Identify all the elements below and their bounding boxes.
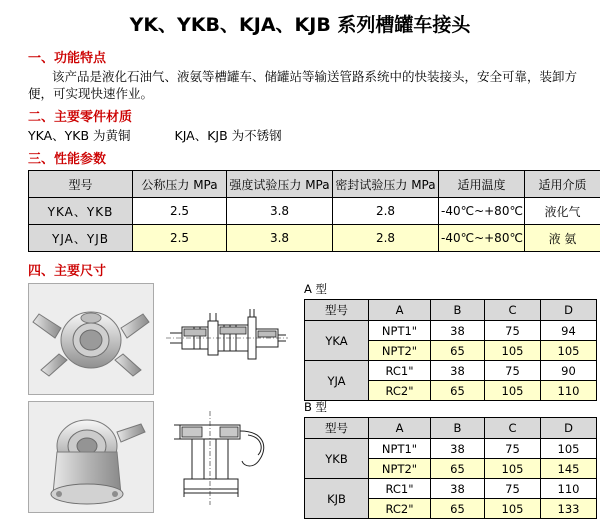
perf-col-3: 密封试验压力 MPa <box>333 171 439 198</box>
dimA-r2-c3: 75 <box>485 361 541 381</box>
dimB-col-1: A <box>369 418 431 439</box>
table-row <box>305 361 597 381</box>
dimA-r3-c4: 110 <box>541 381 597 401</box>
dimB-r2-c2: 38 <box>431 479 485 499</box>
dimB-r1-c1: NPT2" <box>369 459 431 479</box>
dimA-model-0: YKA <box>305 321 369 361</box>
table-header-row <box>305 418 597 439</box>
section-heading-dimensions: 四、主要尺寸 <box>28 260 586 279</box>
dimB-r3-c2: 65 <box>431 499 485 519</box>
dimA-col-2: B <box>431 300 485 321</box>
table-b-caption: B 型 <box>304 399 597 415</box>
dimB-model-1: KJB <box>305 479 369 519</box>
dimB-r3-c4: 133 <box>541 499 597 519</box>
dimB-r3-c1: RC2" <box>369 499 431 519</box>
page-title: YK、YKB、KJA、KJB 系列槽罐车接头 <box>14 0 586 43</box>
perf-r0-c3: 2.8 <box>333 198 439 225</box>
dimA-r1-c2: 65 <box>431 341 485 361</box>
dimB-r0-c3: 75 <box>485 439 541 459</box>
table-row <box>29 225 600 252</box>
dimB-model-0: YKB <box>305 439 369 479</box>
technical-drawing-b <box>164 401 290 513</box>
dimA-col-1: A <box>369 300 431 321</box>
coupling-photo-b-graphic <box>29 402 153 512</box>
table-header-row <box>29 171 600 198</box>
dimension-table-b-wrap <box>304 399 597 519</box>
dimB-col-2: B <box>431 418 485 439</box>
dimB-r1-c4: 145 <box>541 459 597 479</box>
dimB-col-0: 型号 <box>305 418 369 439</box>
photo-a-frame <box>28 283 154 395</box>
dimA-col-4: D <box>541 300 597 321</box>
material-line <box>28 127 586 144</box>
dimension-table-a <box>304 299 597 401</box>
dimA-r2-c1: RC1" <box>369 361 431 381</box>
perf-r0-c4: -40℃~+80℃ <box>439 198 525 225</box>
perf-col-4: 适用温度 <box>439 171 525 198</box>
perf-col-2: 强度试验压力 MPa <box>227 171 333 198</box>
dimension-table-a-wrap <box>304 281 597 401</box>
material-left: YKA、YKB 为黄铜 <box>28 128 131 143</box>
coupling-drawing-a-graphic <box>164 283 290 395</box>
material-right: KJA、KJB 为不锈钢 <box>175 128 282 143</box>
dimA-r1-c3: 105 <box>485 341 541 361</box>
dimB-col-3: C <box>485 418 541 439</box>
table-row <box>29 198 600 225</box>
photo-b-frame <box>28 401 154 513</box>
dimA-r2-c2: 38 <box>431 361 485 381</box>
perf-r1-c5: 液 氨 <box>525 225 600 252</box>
perf-r1-c1: 2.5 <box>133 225 227 252</box>
dimA-r0-c1: NPT1" <box>369 321 431 341</box>
dimB-r1-c2: 65 <box>431 459 485 479</box>
dimB-r2-c3: 75 <box>485 479 541 499</box>
perf-r1-c2: 3.8 <box>227 225 333 252</box>
dimA-r3-c2: 65 <box>431 381 485 401</box>
product-photo-a <box>28 283 154 395</box>
drawing-b-frame <box>164 401 290 513</box>
features-paragraph: 该产品是液化石油气、液氨等槽罐车、储罐站等输送管路系统中的快装接头，安全可靠，装卸方便，可实现快速作业。 <box>28 68 584 102</box>
perf-r1-c3: 2.8 <box>333 225 439 252</box>
perf-r0-c1: 2.5 <box>133 198 227 225</box>
drawing-a-frame <box>164 283 290 395</box>
dimB-r0-c2: 38 <box>431 439 485 459</box>
dimension-table-b <box>304 417 597 519</box>
perf-r1-c0: YJA、YJB <box>29 225 133 252</box>
dimB-col-4: D <box>541 418 597 439</box>
dimA-model-1: YJA <box>305 361 369 401</box>
perf-r0-c0: YKA、YKB <box>29 198 133 225</box>
dimA-r0-c3: 75 <box>485 321 541 341</box>
section-heading-material: 二、主要零件材质 <box>28 106 586 125</box>
performance-table <box>28 170 600 252</box>
dimA-r1-c1: NPT2" <box>369 341 431 361</box>
table-header-row <box>305 300 597 321</box>
table-row <box>305 479 597 499</box>
table-row <box>305 439 597 459</box>
section-heading-performance: 三、性能参数 <box>28 148 586 167</box>
dimA-col-0: 型号 <box>305 300 369 321</box>
coupling-photo-a-graphic <box>29 284 153 394</box>
dimA-r0-c4: 94 <box>541 321 597 341</box>
dimA-r3-c3: 105 <box>485 381 541 401</box>
section-heading-features: 一、功能特点 <box>28 47 586 66</box>
perf-r1-c4: -40℃~+80℃ <box>439 225 525 252</box>
perf-r0-c2: 3.8 <box>227 198 333 225</box>
dimB-r1-c3: 105 <box>485 459 541 479</box>
dimA-col-3: C <box>485 300 541 321</box>
technical-drawing-a <box>164 283 290 395</box>
perf-col-5: 适用介质 <box>525 171 600 198</box>
product-photo-b <box>28 401 154 513</box>
table-a-caption: A 型 <box>304 281 597 297</box>
perf-col-0: 型号 <box>29 171 133 198</box>
dimB-r3-c3: 105 <box>485 499 541 519</box>
dimB-r0-c1: NPT1" <box>369 439 431 459</box>
dimA-r0-c2: 38 <box>431 321 485 341</box>
dimB-r2-c1: RC1" <box>369 479 431 499</box>
dimA-r3-c1: RC2" <box>369 381 431 401</box>
perf-col-1: 公称压力 MPa <box>133 171 227 198</box>
table-row <box>305 321 597 341</box>
dimB-r2-c4: 110 <box>541 479 597 499</box>
perf-r0-c5: 液化气 <box>525 198 600 225</box>
dimA-r2-c4: 90 <box>541 361 597 381</box>
dimB-r0-c4: 105 <box>541 439 597 459</box>
coupling-drawing-b-graphic <box>164 401 290 513</box>
dimA-r1-c4: 105 <box>541 341 597 361</box>
